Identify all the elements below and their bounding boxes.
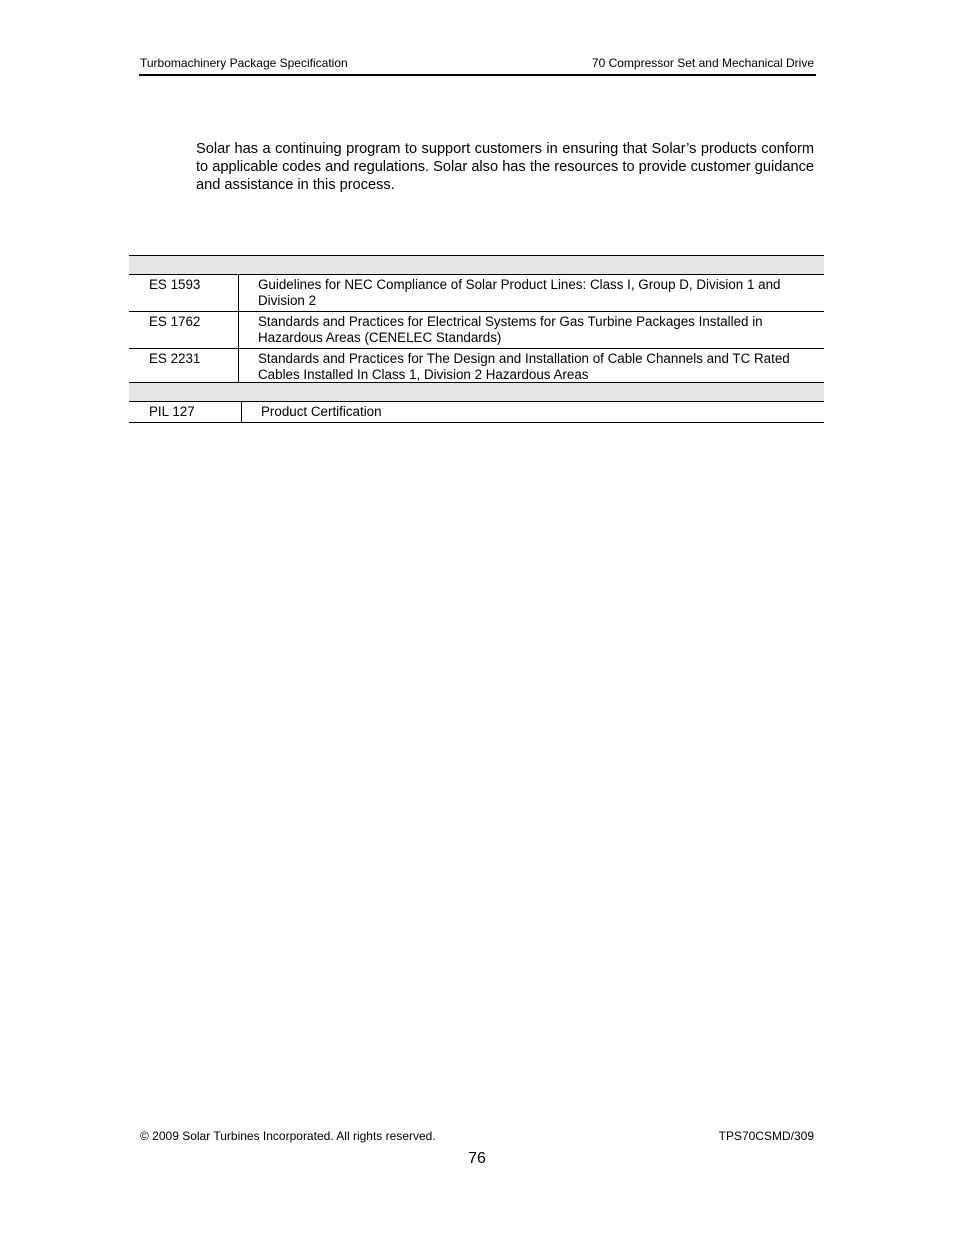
table-group-header-cell <box>129 256 824 275</box>
table-group-header-cell <box>129 383 824 402</box>
table-group-header <box>129 383 824 402</box>
table-row <box>129 275 824 312</box>
table-cell-code: ES 1762 <box>129 312 239 349</box>
footer-copyright: © 2009 Solar Turbines Incorporated. All rights reserved. <box>140 1129 436 1143</box>
header-section-title: 70 Compressor Set and Mechanical Drive <box>591 56 814 70</box>
table-cell-code: PIL 127 <box>129 402 242 423</box>
table-cell-code: ES 2231 <box>129 349 239 386</box>
product-information-table <box>129 382 824 423</box>
table-group-header <box>129 256 824 275</box>
table-cell-code: ES 1593 <box>129 275 239 312</box>
table-row <box>129 312 824 349</box>
table-row <box>129 402 824 423</box>
page-header <box>139 54 816 76</box>
footer-document-id: TPS70CSMD/309 <box>718 1129 814 1143</box>
intro-paragraph: Solar has a continuing program to support customers in ensuring that Solar’s products conform to applicable codes and regulations. Solar also has the resources to provide customer guidance and assistance in this process. <box>196 141 814 193</box>
page-number: 76 <box>468 1150 486 1167</box>
table-cell-title: Guidelines for NEC Compliance of Solar Product Lines: Class I, Group D, Division 1 and Division 2 <box>239 275 825 312</box>
table-cell-title: Standards and Practices for The Design and Installation of Cable Channels and TC Rated Cables Installed In Class 1, Division 2 Hazardous Areas <box>239 349 825 386</box>
table-row <box>129 349 824 386</box>
specifications-table <box>129 255 824 386</box>
table-cell-title: Product Certification <box>242 402 825 423</box>
header-document-title: Turbomachinery Package Specification <box>140 56 348 70</box>
table-cell-title: Standards and Practices for Electrical Systems for Gas Turbine Packages Installed in Hazardous Areas (CENELEC Standards) <box>239 312 825 349</box>
